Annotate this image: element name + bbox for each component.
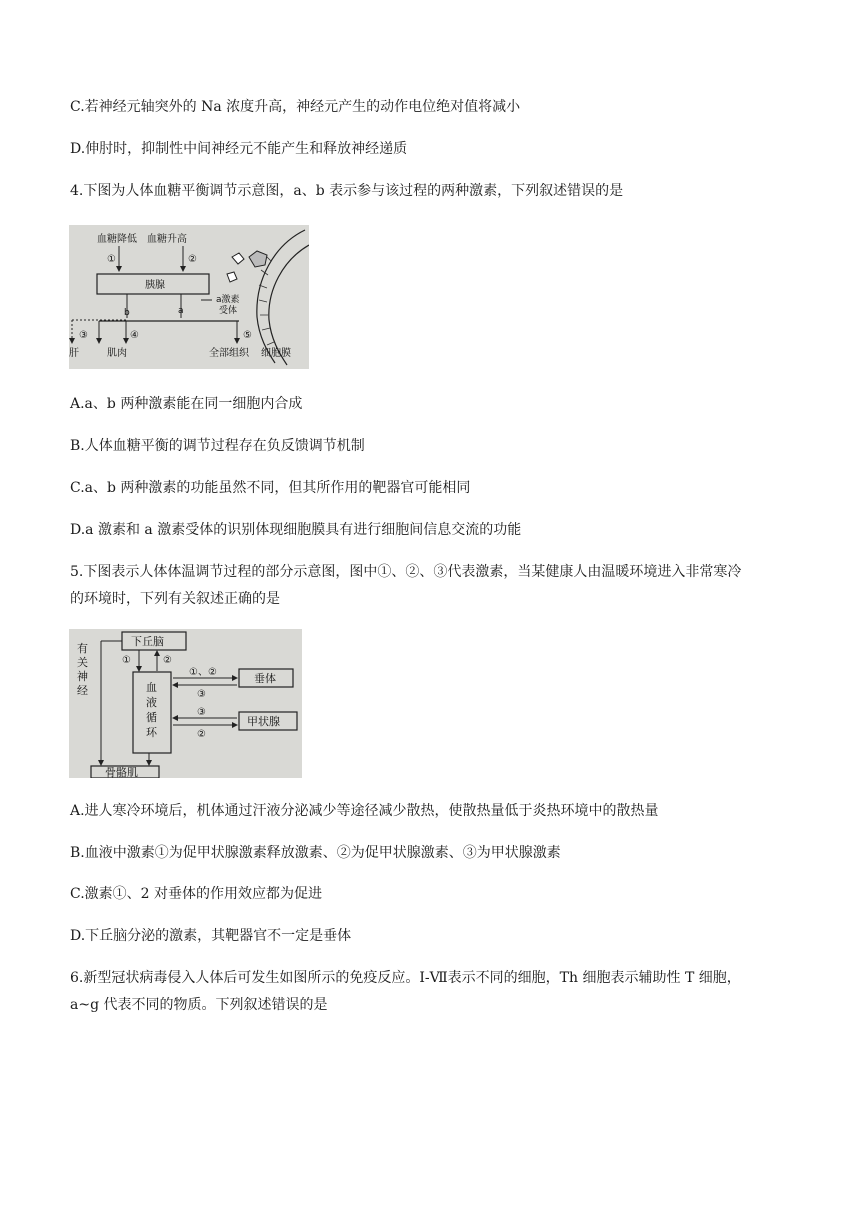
q6-stem-line1: 6.新型冠状病毒侵入人体后可发生如图所示的免疫反应。I-Ⅶ表示不同的细胞，Th 细胞表示辅助性 T 细胞， bbox=[70, 970, 741, 986]
nerve-char-1: 有 bbox=[77, 642, 88, 655]
step-4-label: ④ bbox=[130, 330, 139, 341]
arrow-label-2: ② bbox=[197, 729, 206, 740]
cell-membrane-label: 细胞膜 bbox=[261, 348, 291, 359]
arrow-label-3a: ③ bbox=[197, 689, 206, 700]
receptor-label-line2: 受体 bbox=[219, 306, 238, 316]
high-sugar-label: 血糖升高 bbox=[147, 234, 187, 245]
hormone-shape bbox=[227, 272, 237, 282]
step-2-label: ② bbox=[188, 254, 197, 265]
q5-stem-line1: 5.下图表示人体体温调节过程的部分示意图，图中①、②、③代表激素，当某健康人由温暖环境进入非常寒冷 bbox=[70, 564, 742, 580]
hormone-shape bbox=[232, 253, 244, 264]
all-tissues-label: 全部组织 bbox=[209, 348, 249, 359]
step-5-label: ⑤ bbox=[243, 330, 252, 341]
thyroid-label: 甲状腺 bbox=[247, 715, 280, 728]
receptor-label-line1: a激素 bbox=[216, 295, 240, 305]
low-sugar-label: 血糖降低 bbox=[97, 234, 137, 245]
q4-stem: 4.下图为人体血糖平衡调节示意图，a、b 表示参与该过程的两种激素，下列叙述错误的是 bbox=[70, 183, 624, 199]
hypothalamus-label: 下丘脑 bbox=[131, 635, 164, 648]
step-1-label: ① bbox=[107, 254, 116, 265]
blood-char-1: 血 bbox=[146, 681, 157, 694]
q4-option-d: D.a 激素和 a 激素受体的识别体现细胞膜具有进行细胞间信息交流的功能 bbox=[70, 522, 522, 538]
blood-sugar-diagram bbox=[69, 225, 309, 369]
hormone-2-label: ② bbox=[163, 655, 172, 666]
q5-option-c: C.激素①、2 对垂体的作用效应都为促进 bbox=[70, 886, 323, 902]
blood-char-3: 循 bbox=[146, 711, 157, 724]
nerve-char-2: 关 bbox=[77, 656, 88, 669]
pituitary-label: 垂体 bbox=[254, 672, 276, 685]
muscle-label: 肌肉 bbox=[107, 348, 127, 359]
q3-option-c: C.若神经元轴突外的 Na 浓度升高，神经元产生的动作电位绝对值将减小 bbox=[70, 99, 521, 115]
q4-option-b: B.人体血糖平衡的调节过程存在负反馈调节机制 bbox=[70, 438, 365, 454]
q3-option-d: D.伸肘时，抑制性中间神经元不能产生和释放神经递质 bbox=[70, 141, 408, 157]
cell-membrane-shape bbox=[257, 230, 309, 365]
arrow-label-3b: ③ bbox=[197, 707, 206, 718]
hormone-1-label: ① bbox=[122, 655, 131, 666]
q4-option-c: C.a、b 两种激素的功能虽然不同，但其所作用的靶器官可能相同 bbox=[70, 480, 471, 496]
nerve-char-4: 经 bbox=[77, 684, 88, 697]
arrow-label-1-2: ①、② bbox=[189, 667, 217, 678]
blood-char-4: 环 bbox=[146, 726, 157, 739]
q6-stem-line2: a~g 代表不同的物质。下列叙述错误的是 bbox=[70, 997, 328, 1013]
hormone-b-label: b bbox=[124, 308, 130, 318]
pancreas-label: 胰腺 bbox=[145, 280, 165, 291]
hormone-a-label: a bbox=[178, 306, 184, 316]
q5-option-a: A.进人寒冷环境后，机体通过汗液分泌减少等途径减少散热，使散热量低于炎热环境中的散热量 bbox=[70, 803, 659, 819]
skeletal-muscle-label: 骨骼肌 bbox=[105, 766, 138, 778]
q5-option-b: B.血液中激素①为促甲状腺激素释放激素、②为促甲状腺激素、③为甲状腺激素 bbox=[70, 845, 561, 861]
step-3-label: ③ bbox=[79, 330, 88, 341]
blood-char-2: 液 bbox=[146, 696, 157, 709]
q4-option-a: A.a、b 两种激素能在同一细胞内合成 bbox=[70, 396, 303, 412]
thermoregulation-diagram bbox=[69, 629, 302, 778]
liver-label: 肝 bbox=[69, 348, 79, 359]
nerve-char-3: 神 bbox=[77, 670, 88, 683]
q5-stem-line2: 的环境时，下列有关叙述正确的是 bbox=[70, 591, 280, 607]
q5-option-d: D.下丘脑分泌的激素，其靶器官不一定是垂体 bbox=[70, 928, 352, 944]
receptor-shape bbox=[249, 251, 267, 267]
